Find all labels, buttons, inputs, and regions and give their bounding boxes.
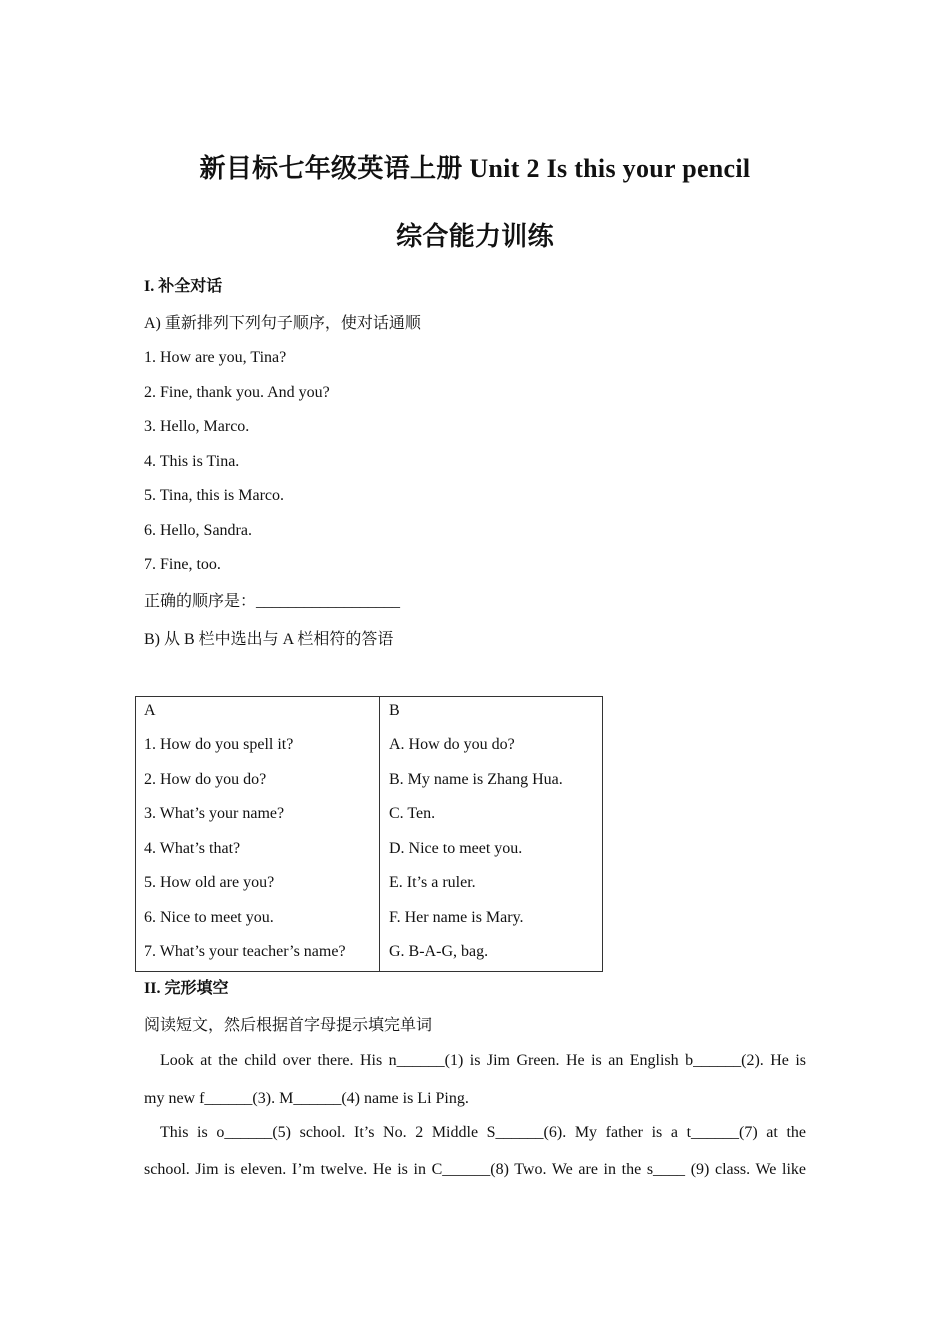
table-cell-a: 3. What’s your name? (144, 805, 285, 822)
table-cell-b: B. My name is Zhang Hua. (389, 771, 563, 788)
passage-line: Look at the child over there. His n______(1) is Jim Green. He is an English b______(2). He is (160, 1052, 806, 1069)
table-cell-b: F. Her name is Mary. (389, 909, 524, 926)
document-subtitle: 综合能力训练 (396, 222, 554, 251)
table-cell-a: 7. What’s your teacher’s name? (144, 943, 346, 960)
part-a-instruction: A) 重新排列下列句子顺序，使对话通顺 (144, 315, 421, 332)
table-cell-a: 4. What’s that? (144, 840, 241, 857)
table-cell-b: C. Ten. (389, 805, 436, 822)
dialogue-item: 2. Fine, thank you. And you? (144, 384, 330, 401)
dialogue-item: 1. How are you, Tina? (144, 349, 287, 366)
table-cell-a: 5. How old are you? (144, 874, 275, 891)
document-title: 新目标七年级英语上册 Unit 2 Is this your pencil (199, 154, 751, 183)
dialogue-item: 4. This is Tina. (144, 453, 240, 470)
part-b-instruction: B) 从 B 栏中选出与 A 栏相符的答语 (144, 631, 394, 648)
section-2-instruction: 阅读短文，然后根据首字母提示填完单词 (144, 1017, 433, 1034)
dialogue-item: 7. Fine, too. (144, 556, 221, 573)
table-cell-a: 1. How do you spell it? (144, 736, 294, 753)
table-cell-b: G. B-A-G, bag. (389, 943, 489, 960)
section-1-heading: I. 补全对话 (144, 278, 223, 295)
passage-line: This is o______(5) school. It’s No. 2 Middle S______(6). My father is a t______(7) at the (160, 1124, 806, 1141)
table-header-b: B (389, 702, 400, 719)
table-cell-b: A. How do you do? (389, 736, 515, 753)
dialogue-item: 3. Hello, Marco. (144, 418, 250, 435)
dialogue-item: 6. Hello, Sandra. (144, 522, 252, 539)
table-header-a: A (144, 702, 156, 719)
table-column-divider (379, 697, 380, 971)
table-cell-b: D. Nice to meet you. (389, 840, 523, 857)
table-cell-b: E. It’s a ruler. (389, 874, 476, 891)
passage-line: school. Jim is eleven. I’m twelve. He is in C______(8) Two. We are in the s____ (9) class. We like (144, 1161, 806, 1178)
passage-line: my new f______(3). M______(4) name is Li Ping. (144, 1090, 469, 1107)
section-2-heading: II. 完形填空 (144, 980, 229, 997)
table-cell-a: 2. How do you do? (144, 771, 267, 788)
table-cell-a: 6. Nice to meet you. (144, 909, 274, 926)
dialogue-item: 5. Tina, this is Marco. (144, 487, 285, 504)
matching-table (135, 696, 603, 972)
answer-prompt: 正确的顺序是：__________________ (144, 593, 401, 610)
